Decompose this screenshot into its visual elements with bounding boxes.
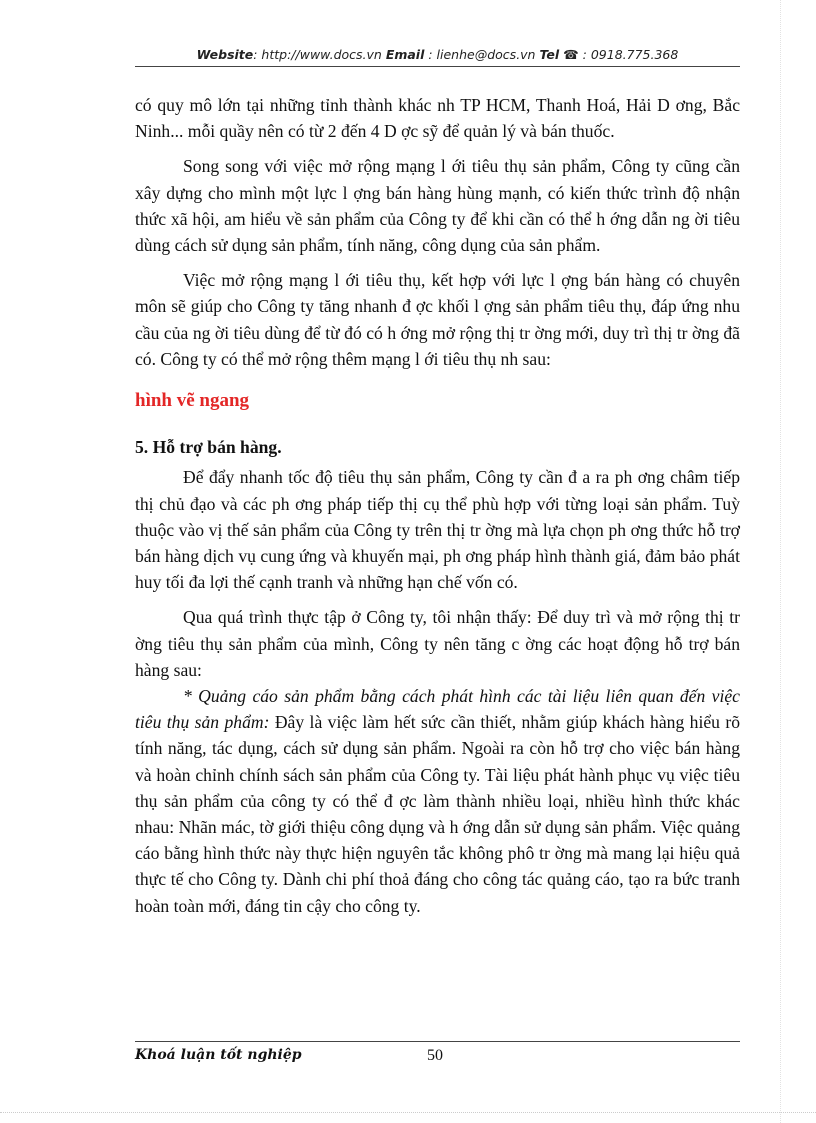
document-body <box>135 92 740 928</box>
page-bottom-dotted-line <box>0 1112 816 1113</box>
paragraph-3: Việc mở rộng mạng l ới tiêu thụ, kết hợp với lực l ợng bán hàng có chuyên môn sẽ giúp cho Công ty tăng nhanh đ ợc khối l ợng sản phẩm tiêu thụ, đáp ứng nhu cầu của ng ời tiêu dùng để từ đó có h ớng mở rộng thị tr ờng mới, duy trì thị tr ờng đã có. Công ty có thể mở rộng thêm mạng l ới tiêu thụ nh sau: <box>135 270 740 369</box>
tel-label: Tel <box>539 47 560 62</box>
paragraph-6-text: Đây là việc làm hết sức cần thiết, nhằm giúp khách hàng hiểu rõ tính năng, tác dụng, cách sử dụng sản phẩm. Ngoài ra còn hỗ trợ cho việc bán hàng và hoàn chỉnh chính sách sản phẩm của Công ty. Tài liệu phát hành phục vụ việc tiêu thụ sản phẩm của công ty có thể đ ợc làm thành nhiều loại, nhiều hình thức khác nhau: Nhãn mác, tờ giới thiệu công dụng và h ớng dẫn sử dụng sản phẩm. Việc quảng cáo bằng hình thức này thực hiện nguyên tắc không phô tr ờng mà mang lại hiệu quả thực tế cho Công ty. Dành chi phí thoả đáng cho công tác quảng cáo, tạo ra bức tranh hoàn toàn mới, đáng tin cậy cho công ty. <box>135 712 740 916</box>
website-label: Website <box>196 47 254 62</box>
page-number: 50 <box>427 1047 443 1064</box>
paragraph-6-italic-lead: * Quảng cáo sản phẩm bằng cách phát hình các tài liệu liên quan đến việc tiêu thụ sản phẩm: <box>135 686 740 733</box>
paragraph-5: Qua quá trình thực tập ở Công ty, tôi nhận thấy: Để duy trì và mở rộng thị tr ờng tiêu thụ sản phẩm của mình, Công ty nên tăng c ờng các hoạt động hỗ trợ bán hàng sau: <box>135 607 740 680</box>
footer-divider <box>135 1041 740 1042</box>
section-heading: 5. Hỗ trợ bán hàng. <box>135 437 282 458</box>
email-label: Email <box>385 47 425 62</box>
email-value: : lienhe@docs.vn <box>424 47 540 62</box>
page-header <box>135 47 740 62</box>
page-right-dotted-line <box>780 0 781 1123</box>
paragraph-4: Để đẩy nhanh tốc độ tiêu thụ sản phẩm, Công ty cần đ a ra ph ơng châm tiếp thị chủ đạo và các ph ơng pháp tiếp thị cụ thể phù hợp với từng loại sản phẩm. Tuỳ thuộc vào vị thế sản phẩm của Công ty trên thị tr ờng mà lựa chọn ph ơng thức hỗ trợ bán hàng dịch vụ cung ứng và khuyến mại, ph ơng pháp hình thành giá, đảm bảo phát huy tối đa lợi thế cạnh tranh và những hạn chế vốn có. <box>135 467 740 593</box>
paragraph-2: Song song với việc mở rộng mạng l ới tiêu thụ sản phẩm, Công ty cũng cần xây dựng cho mình một lực l ợng bán hàng hùng mạnh, có kiến thức trình độ nhận thức xã hội, am hiểu về sản phẩm của Công ty để khi cần có thể h ớng dẫn ng ời tiêu dùng cách sử dụng sản phẩm, tính năng, công dụng của sản phẩm. <box>135 156 740 256</box>
tel-value: ☎ : 0918.775.368 <box>559 47 679 62</box>
website-value: : http://www.docs.vn <box>253 47 386 62</box>
footer-title: Khoá luận tốt nghiệp <box>135 1047 302 1063</box>
header-divider <box>135 66 740 67</box>
paragraph-6 <box>135 683 740 919</box>
paragraph-1: có quy mô lớn tại những tỉnh thành khác nh TP HCM, Thanh Hoá, Hải D ơng, Bắc Ninh... mỗi quầy nên có từ 2 đến 4 D ợc sỹ để quản lý và bán thuốc. <box>135 95 740 142</box>
figure-placeholder-heading: hình vẽ ngang <box>135 390 250 412</box>
